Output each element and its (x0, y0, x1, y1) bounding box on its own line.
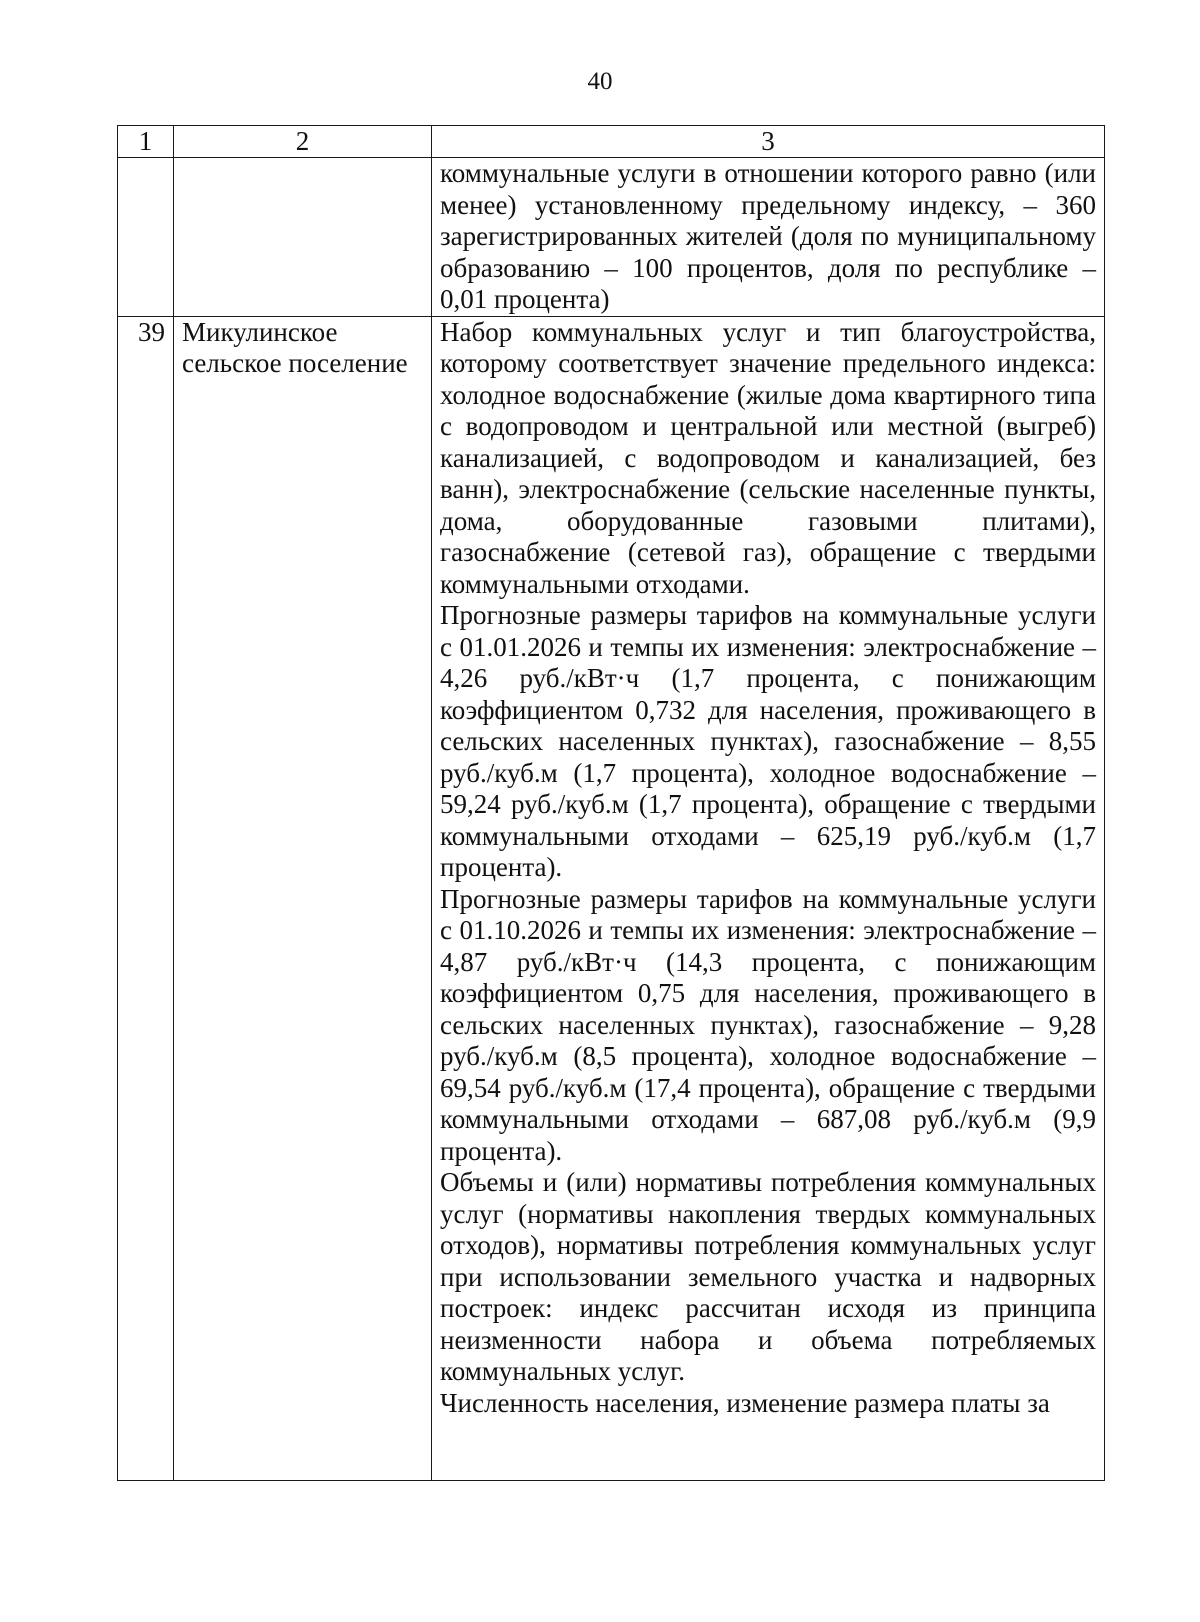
table-row (118, 316, 1105, 1480)
page-number: 40 (587, 68, 613, 95)
paragraph-service-set: Набор коммунальных услуг и тип благоустройства, которому соответствует значение предельного индекса: холодное водоснабжение (жилые дома квартирного типа с водопроводом и центральной или местной (выгреб) канализацией, с водопроводом и канализацией, без ванн), электроснабжение (сельские населенные пункты, дома, оборудованные газовыми плитами), газоснабжение (сетевой газ), обращение с твердыми коммунальными отходами. (440, 316, 1096, 599)
paragraph-tariffs-october: Прогнозные размеры тарифов на коммунальные услуги с 01.10.2026 и темпы их изменения: электроснабжение – 4,87 руб./кВт·ч (14,3 процента, с понижающим коэффициентом 0,75 для населения, проживающего в сельских населенных пунктах), газоснабжение – 9,28 руб./куб.м (8,5 процента), холодное водоснабжение – 69,54 руб./куб.м (17,4 процента), обращение с твердыми коммунальными отходами – 687,08 руб./куб.м (9,9 процента). (440, 883, 1096, 1166)
table-row-continuation (118, 158, 1105, 317)
row-content (432, 316, 1105, 1480)
continuation-text: коммунальные услуги в отношении которого равно (или менее) установленному предельному индексу, – 360 зарегистрированных жителей (доля по муниципальному образованию – 100 процентов, доля по республике – 0,01 процента) (432, 158, 1105, 317)
row-number: 39 (118, 316, 174, 1480)
column-header-1: 1 (118, 126, 174, 158)
paragraph-population: Численность населения, изменение размера платы за (440, 1387, 1050, 1418)
cell-empty-name (174, 158, 432, 317)
paragraph-consumption-norms: Объемы и (или) нормативы потребления коммунальных услуг (нормативы накопления твердых коммунальных отходов), нормативы потребления коммунальных услуг при использовании земельного участка и надворных построек: индекс рассчитан исходя из принципа неизменности набора и объема потребляемых коммунальных услуг. (440, 1167, 1096, 1386)
settlement-name: Микулинское сельское поселение (174, 316, 432, 1480)
cell-empty-number (118, 158, 174, 317)
table-header-row (118, 126, 1105, 158)
column-header-3: 3 (432, 126, 1105, 158)
paragraph-tariffs-january: Прогнозные размеры тарифов на коммунальные услуги с 01.01.2026 и темпы их изменения: электроснабжение – 4,26 руб./кВт·ч (1,7 процента, с понижающим коэффициентом 0,732 для населения, проживающего в сельских населенных пунктах), газоснабжение – 8,55 руб./куб.м (1,7 процента), холодное водоснабжение – 59,24 руб./куб.м (1,7 процента), обращение с твердыми коммунальными отходами – 625,19 руб./куб.м (1,7 процента). (440, 600, 1096, 882)
tariff-table (117, 125, 1105, 1481)
column-header-2: 2 (174, 126, 432, 158)
